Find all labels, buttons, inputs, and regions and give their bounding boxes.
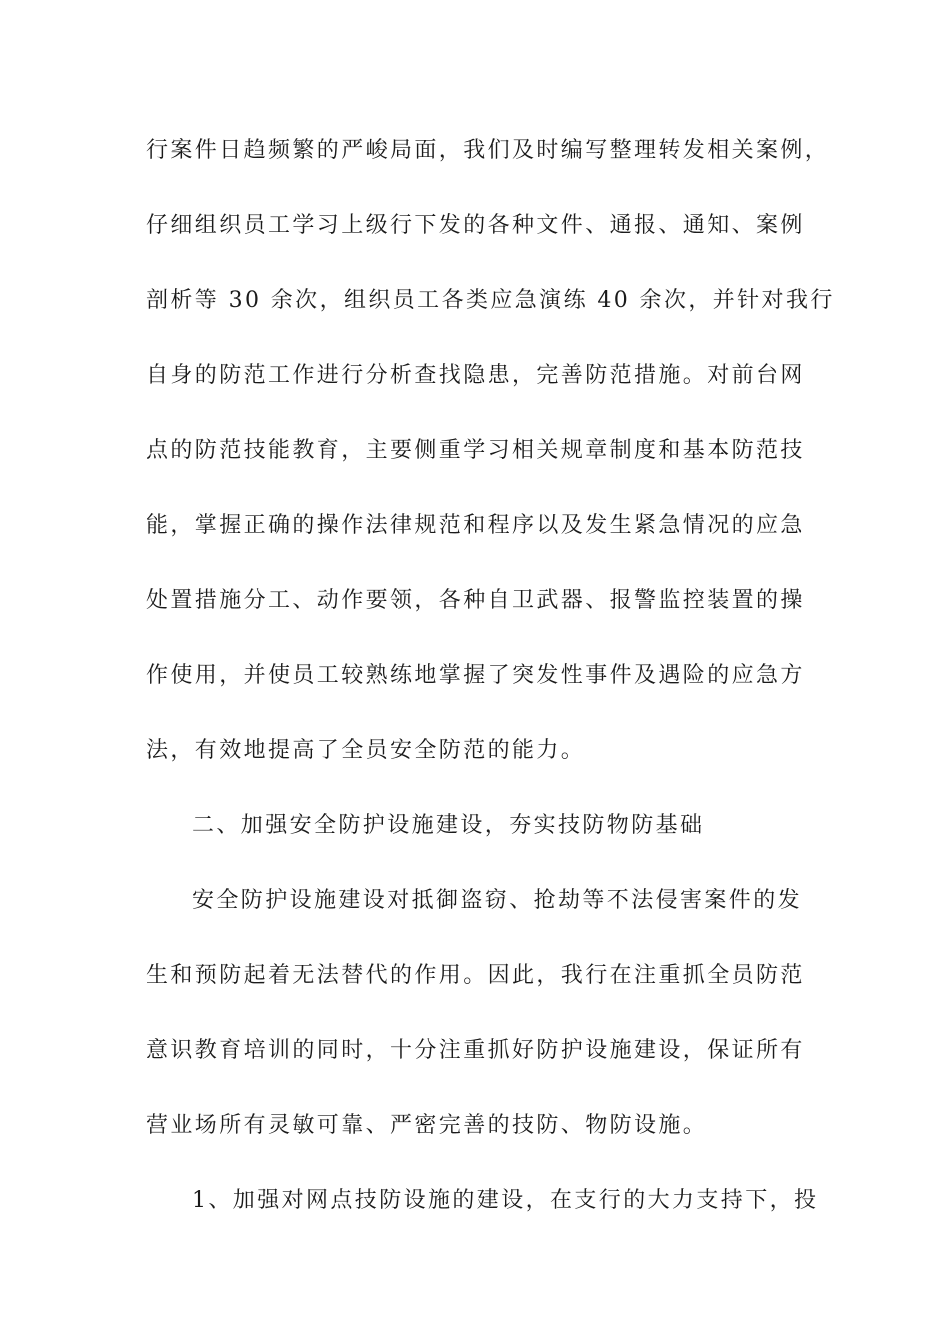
- paragraph-line: 行案件日趋频繁的严峻局面，我们及时编写整理转发相关案例，: [146, 138, 830, 163]
- paragraph-line: 点的防范技能教育，主要侧重学习相关规章制度和基本防范技: [146, 438, 805, 463]
- paragraph-line: 处置措施分工、动作要领，各种自卫武器、报警监控装置的操: [146, 588, 805, 613]
- paragraph-line: 能，掌握正确的操作法律规范和程序以及发生紧急情况的应急: [146, 513, 805, 538]
- paragraph-line: 法，有效地提高了全员安全防范的能力。: [146, 738, 586, 763]
- paragraph-line: 安全防护设施建设对抵御盗窃、抢劫等不法侵害案件的发: [192, 888, 803, 913]
- paragraph-line: 自身的防范工作进行分析查找隐患，完善防范措施。对前台网: [146, 363, 805, 388]
- paragraph-line: 仔细组织员工学习上级行下发的各种文件、通报、通知、案例: [146, 213, 805, 238]
- paragraph-line: 剖析等 30 余次，组织员工各类应急演练 40 余次，并针对我行: [146, 288, 835, 313]
- paragraph-line: 作使用，并使员工较熟练地掌握了突发性事件及遇险的应急方: [146, 663, 805, 688]
- paragraph-line: 意识教育培训的同时，十分注重抓好防护设施建设，保证所有: [146, 1038, 805, 1063]
- paragraph-line: 生和预防起着无法替代的作用。因此，我行在注重抓全员防范: [146, 963, 805, 988]
- paragraph-line: 1、加强对网点技防设施的建设，在支行的大力支持下，投: [192, 1188, 819, 1213]
- section-heading: 二、加强安全防护设施建设，夯实技防物防基础: [192, 813, 705, 838]
- paragraph-line: 营业场所有灵敏可靠、严密完善的技防、物防设施。: [146, 1113, 708, 1138]
